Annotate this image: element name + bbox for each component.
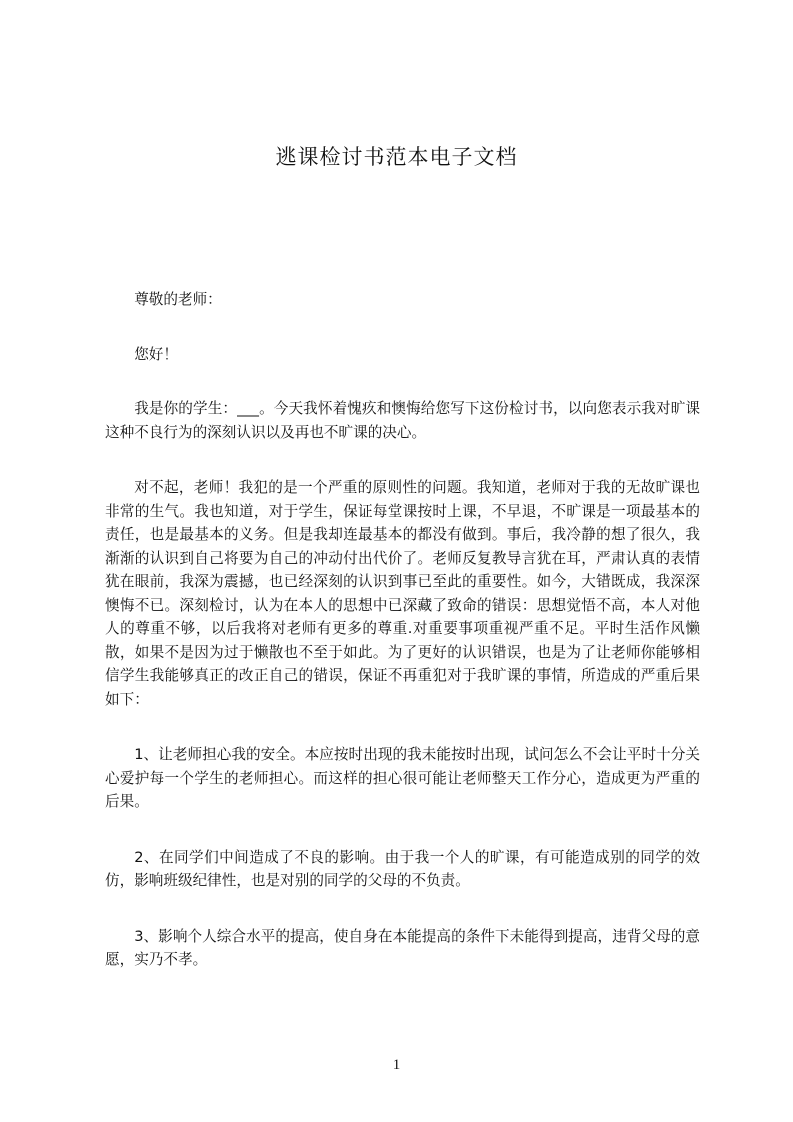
paragraph-intro: 我是你的学生：___。今天我怀着愧疚和懊悔给您写下这份检讨书，以向您表示我对旷课这种不良行为的深刻认识以及再也不旷课的决心。 — [105, 400, 700, 441]
paragraph-consequence-1: 1、让老师担心我的安全。本应按时出现的我未能按时出现，试问怎么不会让平时十分关心爱护每一个学生的老师担心。而这样的担心很可能让老师整天工作分心，造成更为严重的后果。 — [105, 746, 700, 810]
document-title: 逃课检讨书范本电子文档 — [275, 145, 518, 169]
paragraph-consequence-2: 2、在同学们中间造成了不良的影响。由于我一个人的旷课，有可能造成别的同学的效仿，影响班级纪律性，也是对别的同学的父母的不负责。 — [105, 848, 700, 889]
salutation: 尊敬的老师： — [134, 291, 222, 308]
page-number: 1 — [392, 1057, 401, 1073]
greeting: 您好！ — [134, 345, 178, 363]
paragraph-consequence-3: 3、影响个人综合水平的提高，使自身在本能提高的条件下未能得到提高，违背父母的意愿，实乃不孝。 — [105, 927, 700, 968]
paragraph-apology: 对不起，老师！我犯的是一个严重的原则性的问题。我知道，老师对于我的无故旷课也非常的生气。我也知道，对于学生，保证每堂课按时上课，不早退，不旷课是一项最基本的责任，也是最基本的义务。但是我却连最基本的都没有做到。事后，我冷静的想了很久，我渐渐的认识到自己将要为自己的冲动付出代价了。老师反复教导言犹在耳，严肃认真的表情犹在眼前，我深为震撼，也已经深刻的认识到事已至此的重要性。如今，大错既成，我深深懊悔不已。深刻检讨，认为在本人的思想中已深藏了致命的错误：思想觉悟不高，本人对他人的尊重不够，以后我将对老师有更多的尊重.对重要事项重视严重不足。平时生活作风懒散，如果不是因为过于懒散也不至于如此。为了更好的认识错误，也是为了让老师你能够相信学生我能够真正的改正自己的错误，保证不再重犯对于我旷课的事情，所造成的严重后果如下： — [105, 479, 700, 708]
document-body — [105, 288, 700, 1004]
